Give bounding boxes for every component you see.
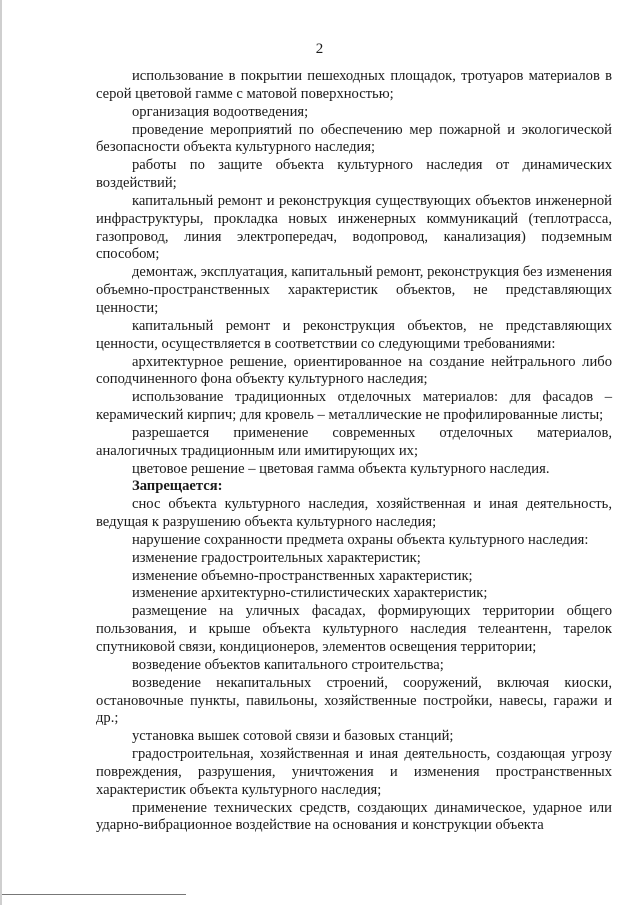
page-number: 2 bbox=[315, 41, 324, 57]
document-paragraph: изменение объемно-пространственных характеристик; bbox=[132, 567, 473, 584]
document-body bbox=[96, 68, 612, 835]
document-paragraph: использование традиционных отделочных материалов: для фасадов – керамический кирпич; для кровель – металлические не профилированные листы; bbox=[96, 389, 612, 424]
page-left-edge bbox=[0, 0, 2, 905]
document-paragraph: изменение архитектурно-стилистических характеристик; bbox=[132, 585, 488, 602]
document-paragraph: организация водоотведения; bbox=[132, 103, 309, 120]
document-paragraph: цветовое решение – цветовая гамма объекта культурного наследия. bbox=[132, 460, 550, 477]
document-paragraph: архитектурное решение, ориентированное на создание нейтрального либо соподчиненного фона объекту культурного наследия; bbox=[96, 353, 612, 388]
section-heading: Запрещается: bbox=[132, 478, 223, 495]
document-paragraph: капитальный ремонт и реконструкция существующих объектов инженерной инфраструктуры, прокладка новых инженерных коммуникаций (теплотрасса, газопровод, линия электропередач, водопровод, канализация) подземным способом; bbox=[96, 192, 612, 263]
document-paragraph: проведение мероприятий по обеспечению мер пожарной и экологической безопасности объекта культурного наследия; bbox=[96, 121, 612, 156]
document-paragraph: изменение градостроительных характеристик; bbox=[132, 549, 421, 566]
document-paragraph: работы по защите объекта культурного наследия от динамических воздействий; bbox=[96, 157, 612, 192]
document-paragraph: применение технических средств, создающих динамическое, ударное или ударно-вибрационное воздействие на основания и конструкции объекта bbox=[96, 799, 612, 834]
document-paragraph: размещение на уличных фасадах, формирующих территории общего пользования, и крыше объекта культурного наследия телеантенн, тарелок спутниковой связи, кондиционеров, элементов освещения территории; bbox=[96, 603, 612, 655]
document-paragraph: использование в покрытии пешеходных площадок, тротуаров материалов в серой цветовой гамме с матовой поверхностью; bbox=[96, 68, 612, 102]
footnote-separator-line bbox=[2, 894, 186, 895]
document-paragraph: возведение некапитальных строений, сооружений, включая киоски, остановочные пункты, павильоны, хозяйственные постройки, навесы, гаражи и др.; bbox=[96, 674, 612, 727]
document-paragraph: нарушение сохранности предмета охраны объекта культурного наследия: bbox=[132, 531, 589, 548]
document-paragraph: возведение объектов капитального строительства; bbox=[132, 656, 444, 673]
document-paragraph: разрешается применение современных отделочных материалов, аналогичных традиционным или имитирующих их; bbox=[96, 424, 612, 459]
document-paragraph: капитальный ремонт и реконструкция объектов, не представляющих ценности, осуществляется в соответствии со следующими требованиями: bbox=[96, 317, 612, 352]
document-paragraph: демонтаж, эксплуатация, капитальный ремонт, реконструкция без изменения объемно-пространственных характеристик объектов, не представляющих ценности; bbox=[96, 264, 612, 316]
document-paragraph: градостроительная, хозяйственная и иная деятельность, создающая угрозу повреждения, разрушения, уничтожения и изменения пространственных характеристик объекта культурного наследия; bbox=[96, 746, 612, 798]
document-paragraph: снос объекта культурного наследия, хозяйственная и иная деятельность, ведущая к разрушению объекта культурного наследия; bbox=[96, 496, 612, 531]
document-paragraph: установка вышек сотовой связи и базовых станций; bbox=[132, 728, 454, 745]
